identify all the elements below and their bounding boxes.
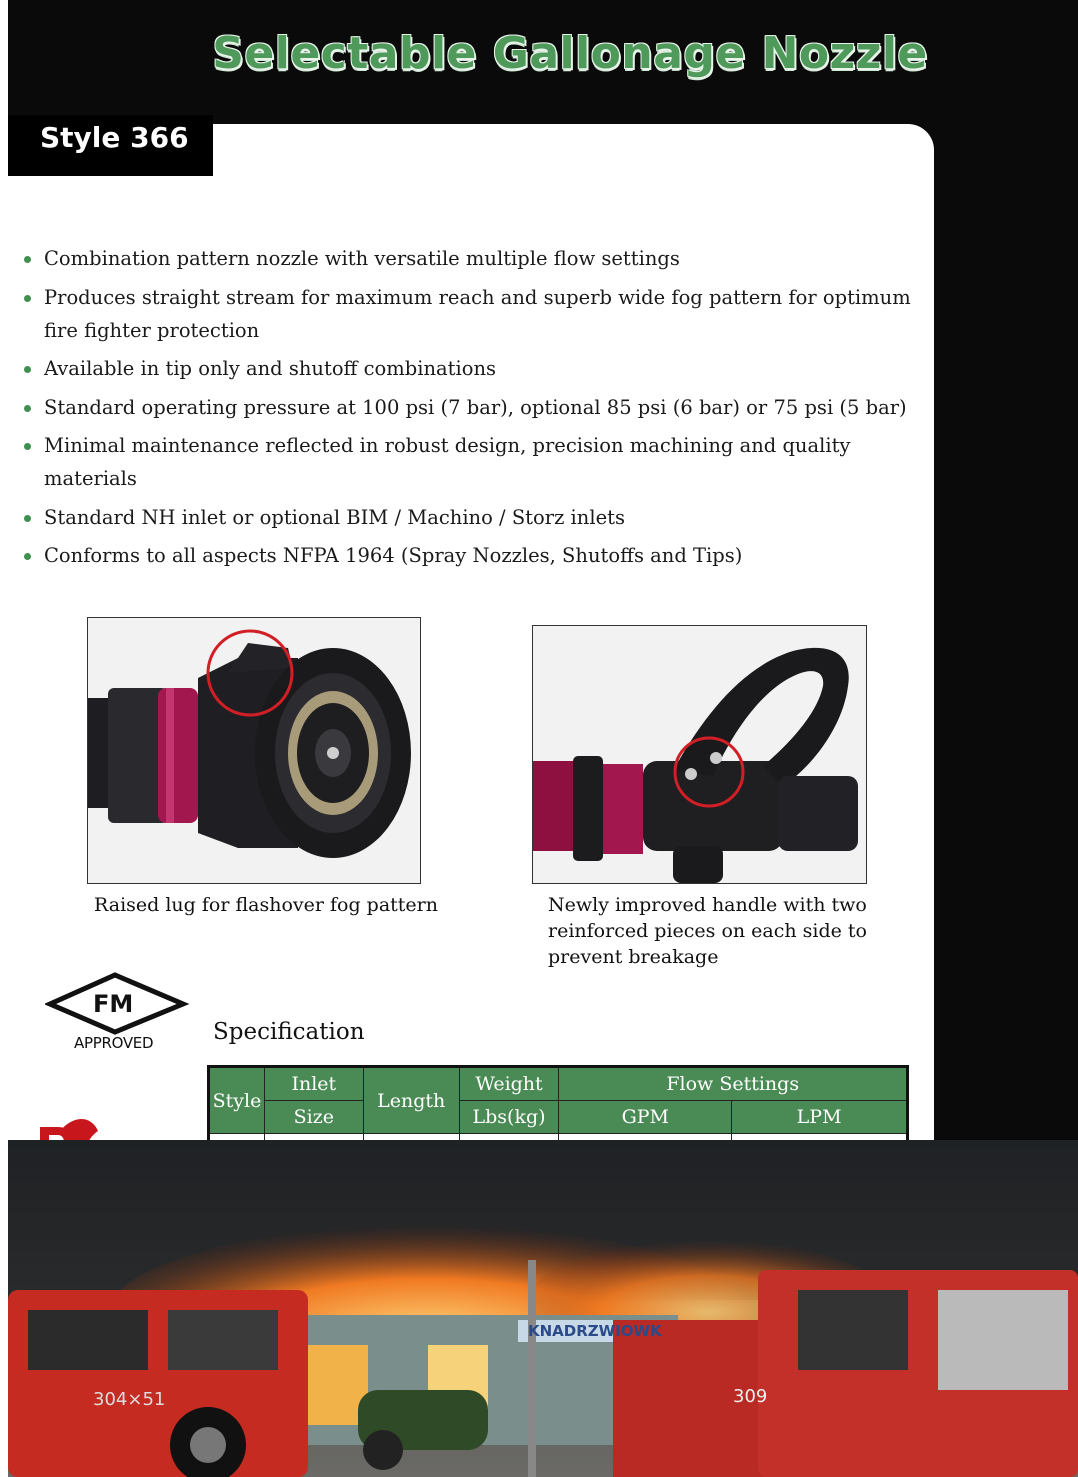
fire-scene-photo bbox=[8, 1140, 1078, 1477]
col-weight-subheader: Lbs(kg) bbox=[459, 1101, 559, 1134]
table-header-row bbox=[209, 1101, 908, 1134]
handle-caption-line: prevent breakage bbox=[548, 946, 719, 968]
bullet-icon bbox=[24, 443, 31, 450]
list-item bbox=[24, 429, 924, 495]
list-item bbox=[24, 539, 924, 572]
list-item bbox=[24, 352, 924, 385]
handle-caption-line: reinforced pieces on each side to bbox=[548, 920, 867, 942]
col-inlet-subheader: Size bbox=[264, 1101, 363, 1134]
col-flow-header: Flow Settings bbox=[559, 1067, 908, 1101]
nozzle-handle-photo bbox=[532, 625, 867, 884]
nozzle-lug-photo bbox=[87, 617, 421, 884]
fm-mark: FM bbox=[93, 990, 134, 1018]
truck-right-number: 309 bbox=[733, 1386, 768, 1407]
col-gpm-header: GPM bbox=[559, 1101, 732, 1134]
page-title: Selectable Gallonage Nozzle bbox=[212, 28, 928, 79]
bullet-icon bbox=[24, 256, 31, 263]
nozzle-lug-illustration bbox=[88, 618, 420, 883]
feature-text: Produces straight stream for maximum reach and superb wide fog pattern for optimum fire fighter protection bbox=[44, 285, 911, 342]
table-header-row bbox=[209, 1067, 908, 1101]
col-length-header: Length bbox=[363, 1067, 459, 1134]
handle-caption bbox=[548, 892, 867, 970]
style-label: Style 366 bbox=[40, 121, 189, 154]
col-lpm-header: LPM bbox=[732, 1101, 908, 1134]
building-sign: KNADRZWIOWK bbox=[528, 1322, 662, 1340]
col-style-header: Style bbox=[209, 1067, 265, 1134]
feature-text: Minimal maintenance reflected in robust design, precision machining and quality materials bbox=[44, 434, 851, 490]
feature-text: Conforms to all aspects NFPA 1964 (Spray Nozzles, Shutoffs and Tips) bbox=[44, 544, 743, 567]
handle-caption-line: Newly improved handle with two bbox=[548, 894, 867, 916]
list-item bbox=[24, 391, 924, 424]
col-weight-header: Weight bbox=[459, 1067, 559, 1101]
bullet-icon bbox=[24, 553, 31, 560]
list-item bbox=[24, 242, 924, 275]
feature-text: Standard NH inlet or optional BIM / Machino / Storz inlets bbox=[44, 505, 625, 529]
feature-text: Combination pattern nozzle with versatile multiple flow settings bbox=[44, 247, 680, 270]
bullet-icon bbox=[24, 405, 31, 412]
nozzle-handle-illustration bbox=[533, 626, 866, 883]
specification-title: Specification bbox=[213, 1019, 365, 1045]
bullet-icon bbox=[24, 366, 31, 373]
bullet-icon bbox=[24, 295, 31, 302]
feature-text: Available in tip only and shutoff combinations bbox=[44, 357, 497, 380]
feature-list bbox=[24, 242, 924, 578]
list-item bbox=[24, 281, 924, 347]
col-inlet-header: Inlet bbox=[264, 1067, 363, 1101]
lug-caption: Raised lug for flashover fog pattern bbox=[94, 894, 438, 916]
bullet-icon bbox=[24, 515, 31, 522]
fm-approved-label: APPROVED bbox=[74, 1034, 154, 1052]
list-item bbox=[24, 501, 924, 534]
feature-text: Standard operating pressure at 100 psi (7 bar), optional 85 psi (6 bar) or 75 psi (5 bar) bbox=[44, 395, 907, 419]
left-border bbox=[0, 0, 8, 1477]
truck-left-number: 304×51 bbox=[93, 1389, 166, 1410]
